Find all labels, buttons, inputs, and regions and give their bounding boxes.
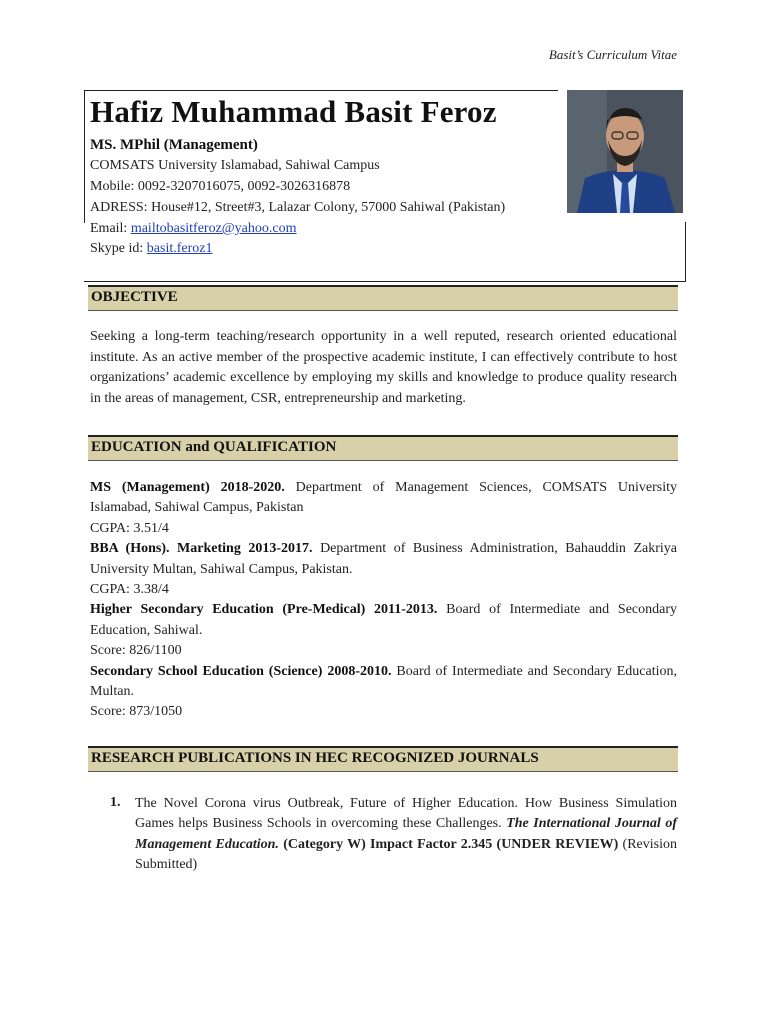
publications-heading-text: RESEARCH PUBLICATIONS IN HEC RECOGNIZED JOURNALS	[91, 750, 539, 766]
institution: COMSATS University Islamabad, Sahiwal Campus	[90, 158, 380, 173]
objective-text: Seeking a long-term teaching/research opportunity in a well reputed, research oriented educational institute. As an active member of the prospective academic institute, I can effectively contribute to host organizations’ academic excellence by employing my skills and knowledge to produce quality research in the areas of management, CSR, entrepreneurship and marketing.	[90, 329, 677, 406]
publication-category: (Category W) Impact Factor 2.345 (UNDER REVIEW)	[278, 836, 619, 852]
education-heading-text: EDUCATION and QUALIFICATION	[91, 439, 337, 455]
education-score: CGPA: 3.51/4	[90, 520, 169, 536]
education-item: Secondary School Education (Science) 2008-2010. Board of Intermediate and Secondary Education, Multan.	[90, 663, 677, 700]
skype-label: Skype id:	[90, 241, 147, 256]
education-score: Score: 873/1050	[90, 704, 183, 720]
profile-photo	[567, 90, 683, 213]
mobile: Mobile: 0092-3207016075, 0092-3026316878	[90, 179, 351, 194]
publication-number: 1.	[110, 795, 121, 810]
email-label: Email:	[90, 221, 131, 236]
publication-journal: The International Journal of Management Education.	[135, 816, 677, 852]
objective-section-heading	[88, 285, 678, 311]
publication-status: (Revision Submitted)	[135, 836, 677, 873]
running-head: Basit’s Curriculum Vitae	[548, 47, 677, 62]
education-score: Score: 826/1100	[90, 643, 182, 659]
publications-section-heading	[88, 746, 678, 772]
address: ADRESS: House#12, Street#3, Lalazar Colony, 57000 Sahiwal (Pakistan)	[90, 200, 506, 215]
objective-heading-text: OBJECTIVE	[91, 289, 178, 305]
education-section-heading	[88, 435, 678, 461]
education-item: BBA (Hons). Marketing 2013-2017. Department of Business Administration, Bahauddin Zakriya University Multan, Sahiwal Campus, Pakistan.	[90, 541, 678, 577]
candidate-degree: MS. MPhil (Management)	[90, 137, 258, 153]
education-item: Higher Secondary Education (Pre-Medical) 2011-2013. Board of Intermediate and Secondary Education, Sahiwal.	[90, 602, 678, 638]
skype-link[interactable]: basit.feroz1	[146, 241, 213, 256]
portrait-image	[567, 90, 683, 213]
candidate-name: Hafiz Muhammad Basit Feroz	[90, 94, 497, 129]
education-item: MS (Management) 2018-2020. Department of Management Sciences, COMSATS University Islamabad, Sahiwal Campus, Pakistan	[90, 480, 677, 516]
education-list	[90, 478, 677, 723]
email-line	[90, 221, 297, 237]
education-score: CGPA: 3.38/4	[90, 582, 169, 598]
email-link[interactable]: mailtobasitferoz@yahoo.com	[130, 221, 297, 236]
publication-item: The Novel Corona virus Outbreak, Future of Higher Education. How Business Simulation Games helps Business Schools in overcoming these Challenges. The International Journal of Management Education. (Category W) Impact Factor 2.345 (UNDER REVIEW) (Revision Submitted)	[135, 796, 677, 873]
skype-line	[90, 241, 212, 257]
